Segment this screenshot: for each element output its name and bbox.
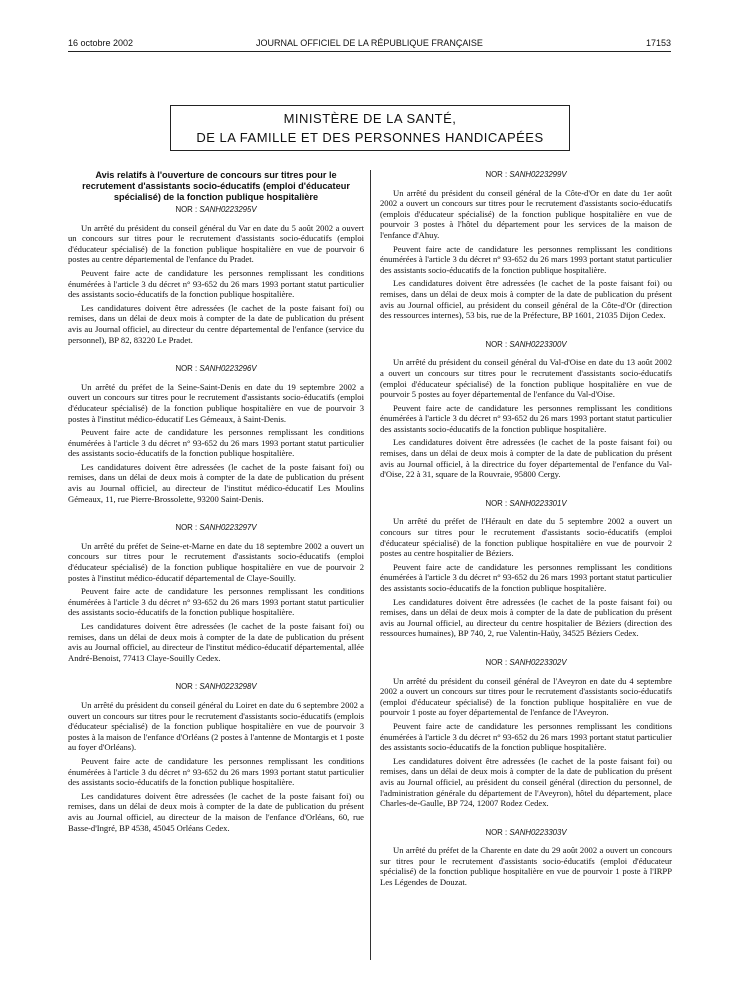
paragraph: Peuvent faire acte de candidature les personnes remplissant les conditions énumérées à l'article 3 du décret n° 93-652 du 26 mars 1993 portant statut particulier des assistants socio-éducatifs de la fonction publique hospitalière. <box>68 755 364 788</box>
nor-reference <box>380 340 672 351</box>
nor-reference <box>380 658 672 669</box>
nor-reference <box>68 364 364 375</box>
paragraph: Les candidatures doivent être adressées (le cachet de la poste faisant foi) ou remises, dans un délai de deux mois à compter de la date de publication du présent avis au Journal officiel, au président du conseil général de la Côte-d'Or (direction des ressources internes), 53 bis, rue de la Préfecture, BP 1601, 21035 Dijon Cedex. <box>380 278 672 321</box>
paragraph: Un arrêté du président du conseil général du Loiret en date du 6 septembre 2002 a ouvert un concours sur titres pour le recrutement d'assistants socio-éducatifs (emplois d'éducateur spécialisé) de la fonction publique hospitalière en vue de pourvoir 3 postes à la maison de l'enfance d'Orléans (2 postes à l'antenne de Montargis et 1 poste au foyer d'Orléans). <box>68 699 364 753</box>
header-journal-title: JOURNAL OFFICIEL DE LA RÉPUBLIQUE FRANÇAISE <box>256 38 483 48</box>
nor-code: SANH0223303V <box>509 827 567 837</box>
column-divider <box>370 170 371 960</box>
nor-prefix: NOR : <box>175 364 198 374</box>
nor-code: SANH0223296V <box>199 364 257 374</box>
paragraph: Les candidatures doivent être adressées (le cachet de la poste faisant foi) ou remises, dans un délai de deux mois à compter de la date de publication du présent avis au Journal officiel, au directeur du centre hospitalier de Béziers (direction des ressources humaines), BP 740, 2, rue Valentin-Haüy, 34525 Béziers Cedex. <box>380 596 672 639</box>
nor-reference <box>68 523 364 534</box>
nor-code: SANH0223297V <box>199 523 257 533</box>
paragraph: Les candidatures doivent être adressées (le cachet de la poste faisant foi) ou remises, dans un délai de deux mois à compter de la date de publication du présent avis au Journal officiel, au directeur de la maison de l'enfance d'Orléans, 60, rue Basse-d'Ingré, BP 4538, 45045 Orléans Cedex. <box>68 790 364 833</box>
paragraph: Les candidatures doivent être adressées (le cachet de la poste faisant foi) ou remises, dans un délai de deux mois à compter de la date de publication du présent avis au Journal officiel, au président du conseil général (direction du personnel, de l'administration générale du département de l'Aveyron), hôtel du département, place Charles-de-Gaulle, BP 724, 12007 Rodez Cedex. <box>380 755 672 809</box>
paragraph: Les candidatures doivent être adressées (le cachet de la poste faisant foi) ou remises, dans un délai de deux mois à compter de la date de publication du présent avis au Journal officiel, au directeur du centre départemental de l'enfance (service du personnel), BP 82, 83220 Le Pradet. <box>68 302 364 345</box>
notice-section <box>380 170 672 321</box>
paragraph: Les candidatures doivent être adressées (le cachet de la poste faisant foi) ou remises, dans un délai de deux mois à compter de la date de publication du présent avis au Journal officiel, au directeur de l'institut médico-éducatif Les Moulins Gémeaux, 11, rue Pierre-Brossolette, 93200 Saint-Denis. <box>68 461 364 504</box>
right-column <box>380 170 672 907</box>
ministry-box <box>170 105 570 151</box>
paragraph: Un arrêté du préfet de la Seine-Saint-Denis en date du 19 septembre 2002 a ouvert un concours sur titres pour le recrutement d'assistants socio-éducatifs (emploi d'éducateur spécialisé) de la fonction publique hospitalière en vue de pourvoir 3 postes à l'institut médico-éducatif Les Gémeaux, à Saint-Denis. <box>68 381 364 424</box>
paragraph: Peuvent faire acte de candidature les personnes remplissant les conditions énumérées à l'article 3 du décret n° 93-652 du 26 mars 1993 portant statut particulier des assistants socio-éducatifs de la fonction publique hospitalière. <box>68 586 364 618</box>
paragraph: Un arrêté du préfet de la Charente en date du 29 août 2002 a ouvert un concours sur titres pour le recrutement d'assistants socio-éducatifs (emploi d'éducateur spécialisé) de la fonction publique hospitalière en vue de pourvoir 1 poste à l'IRPP Les Légendes de Douzat. <box>380 845 672 888</box>
nor-reference <box>68 205 364 216</box>
nor-prefix: NOR : <box>175 682 198 692</box>
paragraph: Peuvent faire acte de candidature les personnes remplissant les conditions énumérées à l'article 3 du décret n° 93-652 du 26 mars 1993 portant statut particulier des assistants socio-éducatifs de la fonction publique hospitalière. <box>380 720 672 753</box>
page-header <box>68 38 671 52</box>
paragraph: Un arrêté du président du conseil général du Var en date du 5 août 2002 a ouvert un concours sur titres pour le recrutement d'assistants socio-éducatifs (emploi d'éducateur spécialisé) de la fonction publique hospitalière en vue de pourvoir 6 postes au centre départemental de l'enfance du Pradet. <box>68 222 364 265</box>
notice-section <box>68 364 364 504</box>
paragraph: Peuvent faire acte de candidature les personnes remplissant les conditions énumérées à l'article 3 du décret n° 93-652 du 26 mars 1993 portant statut particulier des assistants socio-éducatifs de la fonction publique hospitalière. <box>380 243 672 275</box>
nor-code: SANH0223300V <box>509 339 567 349</box>
notice-section <box>68 682 364 833</box>
paragraph: Les candidatures doivent être adressées (le cachet de la poste faisant foi) ou remises, dans un délai de deux mois à compter de la date de publication du présent avis au Journal officiel, à la directrice du foyer départemental de l'enfance du Val-d'Oise, 22 à 31, square de la Rouvraie, 95800 Cergy. <box>380 437 672 480</box>
header-page-number: 17153 <box>645 38 671 48</box>
notice-section <box>380 340 672 480</box>
header-date: 16 octobre 2002 <box>68 38 134 48</box>
nor-code: SANH0223302V <box>509 657 567 667</box>
nor-reference <box>380 170 672 181</box>
nor-code: SANH0223298V <box>199 682 257 692</box>
nor-prefix: NOR : <box>485 498 508 508</box>
paragraph: Peuvent faire acte de candidature les personnes remplissant les conditions énumérées à l'article 3 du décret n° 93-652 du 26 mars 1993 portant statut particulier des assistants socio-éducatifs de la fonction publique hospitalière. <box>380 402 672 434</box>
nor-code: SANH0223299V <box>509 170 567 179</box>
nor-reference <box>380 828 672 839</box>
nor-reference <box>380 499 672 510</box>
paragraph: Un arrêté du président du conseil général de l'Aveyron en date du 4 septembre 2002 a ouvert un concours sur titres pour le recrutement d'assistants socio-éducatifs (emploi d'éducateur spécialisé) de la fonction publique hospitalière en vue de pourvoir 1 poste au foyer départemental de l'enfance de l'Aveyron. <box>380 675 672 718</box>
nor-prefix: NOR : <box>485 339 508 349</box>
paragraph: Peuvent faire acte de candidature les personnes remplissant les conditions énumérées à l'article 3 du décret n° 93-652 du 26 mars 1993 portant statut particulier des assistants socio-éducatifs de la fonction publique hospitalière. <box>68 267 364 300</box>
paragraph: Un arrêté du président du conseil général du Val-d'Oise en date du 13 août 2002 a ouvert un concours sur titres pour le recrutement d'assistants socio-éducatifs (emploi d'éducateur spécialisé) de la fonction publique hospitalière en vue de pourvoir 5 postes au foyer départemental de l'enfance du Val-d'Oise. <box>380 357 672 400</box>
paragraph: Les candidatures doivent être adressées (le cachet de la poste faisant foi) ou remises, dans un délai de deux mois à compter de la date de publication du présent avis au Journal officiel, au directeur de l'institut médico-éducatif départemental, allée André-Benoist, 77413 Claye-Souilly Cedex. <box>68 621 364 663</box>
ministry-line-1: MINISTÈRE DE LA SANTÉ, <box>283 111 457 126</box>
notice-section <box>380 828 672 888</box>
paragraph: Un arrêté du préfet de l'Hérault en date du 5 septembre 2002 a ouvert un concours sur titres pour le recrutement d'assistants socio-éducatifs (emploi d'éducateur spécialisé) de la fonction publique hospitalière en vue de pourvoir 2 postes au centre hospitalier de Béziers. <box>380 516 672 559</box>
left-column <box>68 170 364 852</box>
header-rule <box>68 51 671 52</box>
paragraph: Un arrêté du président du conseil général de la Côte-d'Or en date du 1er août 2002 a ouvert un concours sur titres pour le recrutement d'assistants socio-éducatifs (emplois d'éducateur spécialisé) de la fonction publique hospitalière en vue de pourvoir 3 postes à l'hôtel du département pour les services de la maison de l'enfance d'Ahuy. <box>380 187 672 240</box>
nor-prefix: NOR : <box>175 523 198 533</box>
ministry-line-2: DE LA FAMILLE ET DES PERSONNES HANDICAPÉES <box>196 130 544 145</box>
nor-reference <box>68 682 364 693</box>
nor-code: SANH0223301V <box>509 498 567 508</box>
nor-prefix: NOR : <box>485 170 508 179</box>
notice-section <box>68 523 364 663</box>
paragraph: Peuvent faire acte de candidature les personnes remplissant les conditions énumérées à l'article 3 du décret n° 93-652 du 26 mars 1993 portant statut particulier des assistants socio-éducatifs de la fonction publique hospitalière. <box>380 561 672 593</box>
nor-prefix: NOR : <box>485 657 508 667</box>
paragraph: Un arrêté du préfet de Seine-et-Marne en date du 18 septembre 2002 a ouvert un concours sur titres pour le recrutement d'assistants socio-éducatifs (emploi d'éducateur spécialisé) de la fonction publique hospitalière en vue de pourvoir 2 postes à l'institut médico-éducatif départemental de Claye-Souilly. <box>68 540 364 583</box>
paragraph: Peuvent faire acte de candidature les personnes remplissant les conditions énumérées à l'article 3 du décret n° 93-652 du 26 mars 1993 portant statut particulier des assistants socio-éducatifs de la fonction publique hospitalière. <box>68 427 364 459</box>
notice-section <box>68 205 364 345</box>
notice-title: Avis relatifs à l'ouverture de concours sur titres pour le recrutement d'assistants socio-éducatifs (emploi d'éducateur spécialisé) de la fonction publique hospitalière <box>82 170 350 202</box>
nor-code: SANH0223295V <box>199 205 257 214</box>
notice-section <box>380 658 672 809</box>
nor-prefix: NOR : <box>485 827 508 837</box>
nor-prefix: NOR : <box>175 205 198 214</box>
notice-section <box>380 499 672 639</box>
